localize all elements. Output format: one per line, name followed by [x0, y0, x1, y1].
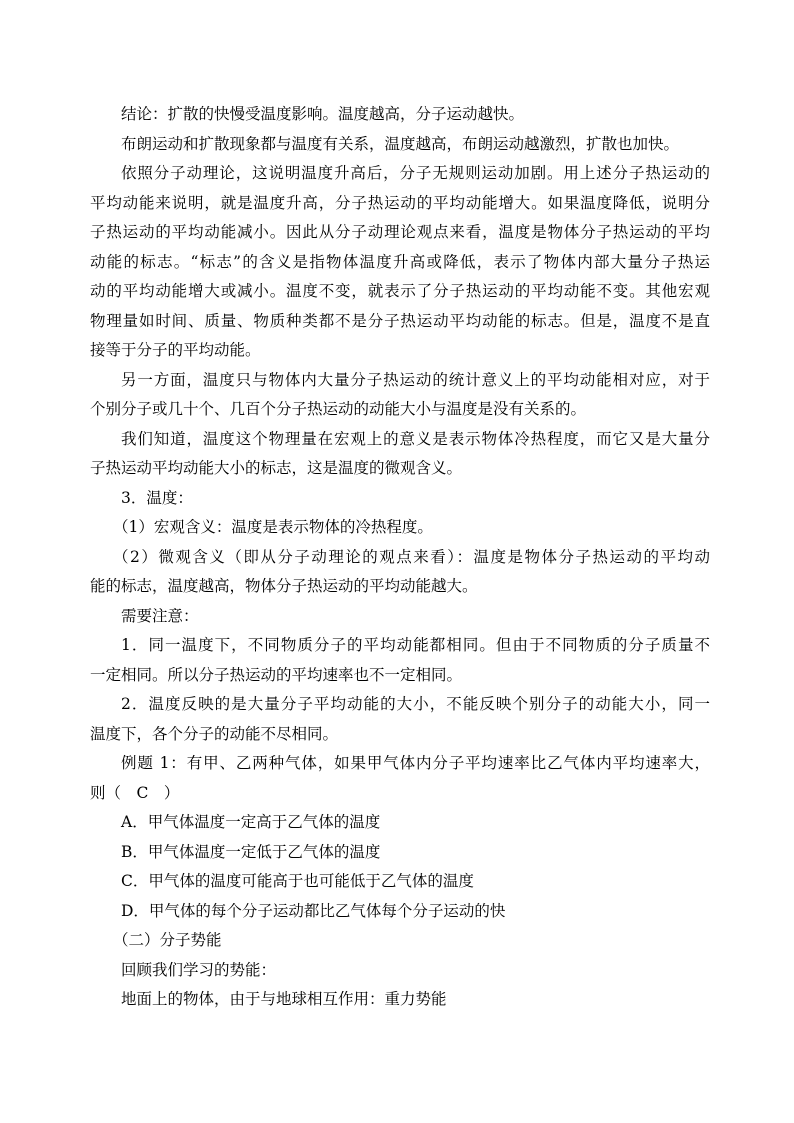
option-b: B．甲气体温度一定低于乙气体的温度 [121, 842, 381, 861]
section-heading: （二）分子势能 [113, 931, 222, 949]
text-line: （1）宏观含义：温度是表示物体的冷热程度。 [113, 518, 433, 536]
example-question: 例题 1：有甲、乙两种气体，如果甲气体内分子平均速率比乙气体内平均速率大， [121, 754, 710, 772]
text-line: 个别分子或几十个、几百个分子热运动的动能大小与温度是没有关系的。 [90, 400, 587, 418]
text-line: 地面上的物体，由于与地球相互作用：重力势能 [121, 990, 447, 1008]
text-line: 子热运动平均动能大小的标志，这是温度的微观含义。 [90, 459, 463, 477]
text-line: 平均动能来说明，就是温度升高，分子热运动的平均动能增大。如果温度降低，说明分 [90, 193, 710, 212]
text-line: 另一方面，温度只与物体内大量分子热运动的统计意义上的平均动能相对应，对于 [121, 370, 710, 389]
text-line: 一定相同。所以分子热运动的平均速率也不一定相同。 [90, 665, 463, 684]
text-line: 2．温度反映的是大量分子平均动能的大小，不能反映个别分子的动能大小，同一 [121, 695, 710, 713]
text-line: （2）微观含义（即从分子动理论的观点来看）：温度是物体分子热运动的平均动 [113, 547, 710, 566]
text-line: 动的平均动能增大或减小。温度不变，就表示了分子热运动的平均动能不变。其他宏观 [90, 282, 710, 300]
text-line: 布朗运动和扩散现象都与温度有关系，温度越高，布朗运动越激烈，扩散也加快。 [121, 134, 680, 153]
text-line: 温度下，各个分子的动能不尽相同。 [90, 724, 339, 743]
text-line: 需要注意： [121, 606, 199, 625]
text-line: 能的标志，温度越高，物体分子热运动的平均动能越大。 [90, 577, 478, 595]
option-d: D．甲气体的每个分子运动都比乙气体每个分子运动的快 [121, 901, 506, 920]
option-a: A．甲气体温度一定高于乙气体的温度 [121, 813, 381, 831]
text-line: 依照分子动理论，这说明温度升高后，分子无规则运动加剧。用上述分子热运动的 [121, 164, 710, 182]
document-body [90, 100, 710, 1015]
option-c: C．甲气体的温度可能高于也可能低于乙气体的温度 [121, 872, 474, 890]
text-line: 接等于分子的平均动能。 [90, 341, 261, 359]
text-line: 结论：扩散的快慢受温度影响。温度越高，分子运动越快。 [121, 105, 525, 123]
text-line: 物理量如时间、质量、物质种类都不是分子热运动平均动能的标志。但是，温度不是直 [90, 311, 710, 330]
text-line: 动能的标志。“标志”的含义是指物体温度升高或降低，表示了物体内部大量分子热运 [90, 252, 710, 271]
section-heading: 3．温度： [121, 488, 193, 507]
text-line: 1．同一温度下，不同物质分子的平均动能都相同。但由于不同物质的分子质量不 [121, 636, 710, 654]
text-line: 回顾我们学习的势能： [121, 960, 277, 979]
text-line: 我们知道，温度这个物理量在宏观上的意义是表示物体冷热程度，而它又是大量分 [121, 429, 710, 448]
text-line: 子热运动的平均动能减小。因此从分子动理论观点来看，温度是物体分子热运动的平均 [90, 223, 710, 241]
example-answer: 则（ C ） [90, 783, 180, 802]
